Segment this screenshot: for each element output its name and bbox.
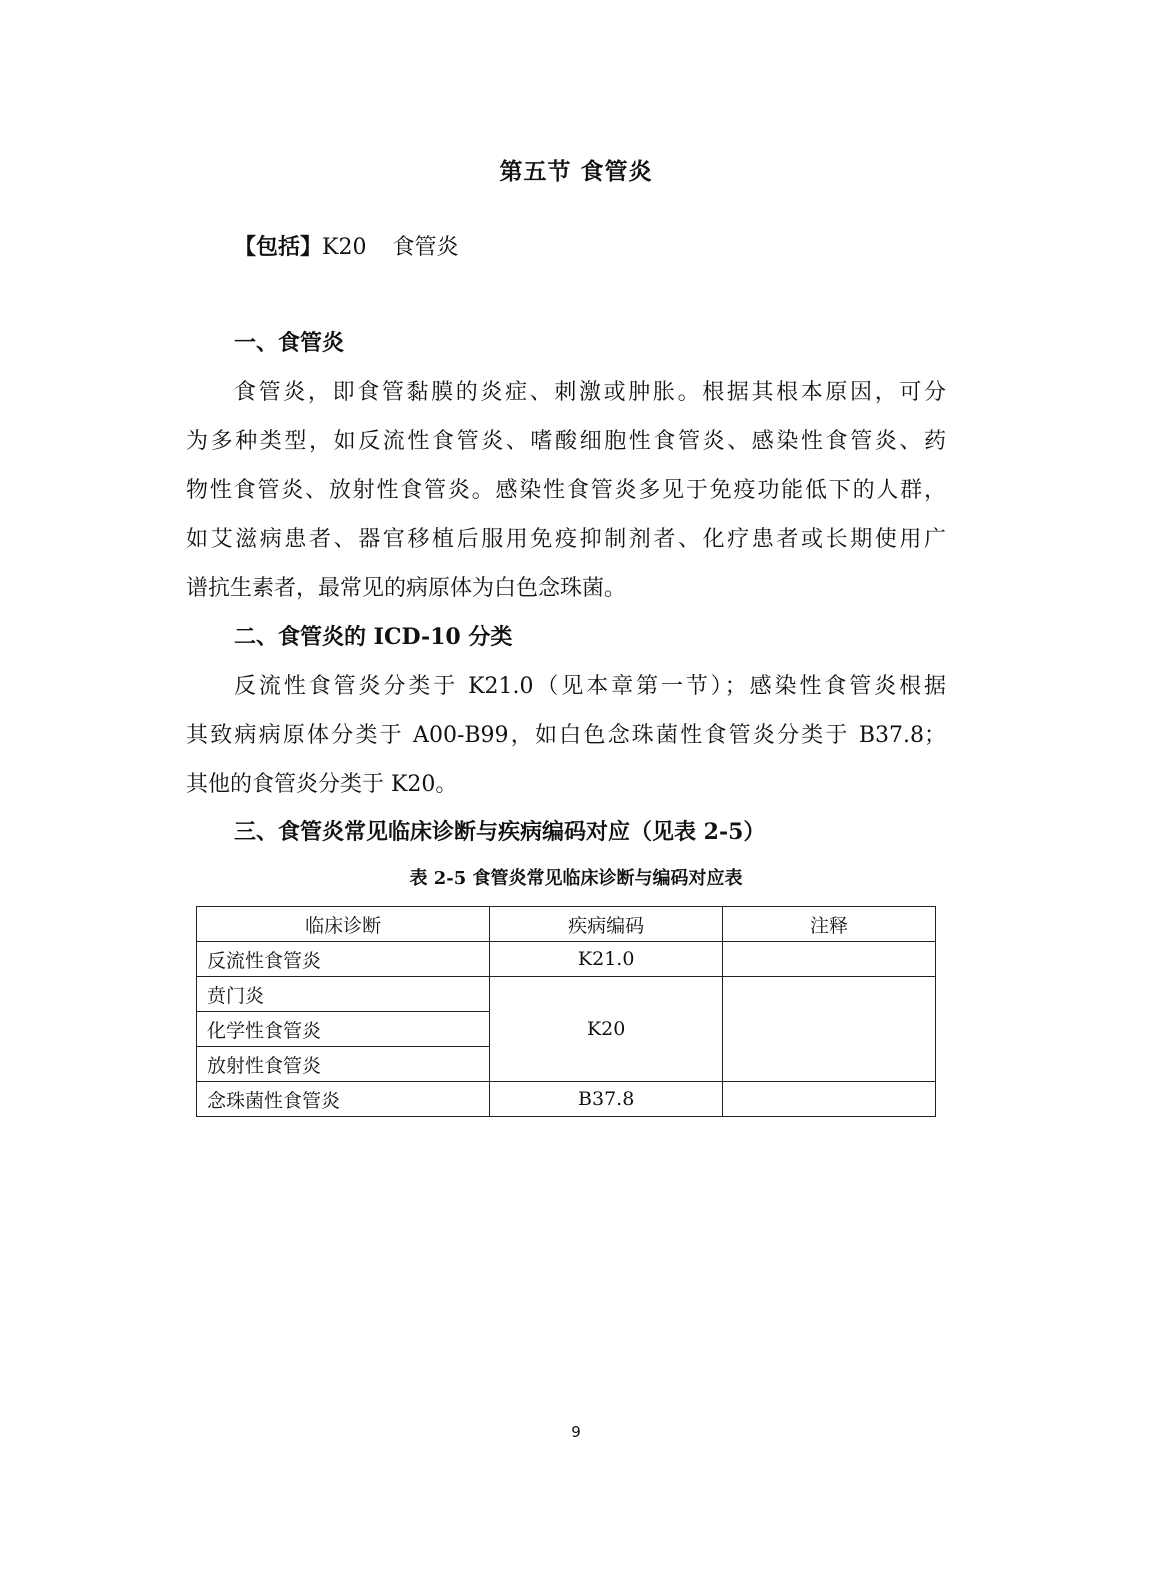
paragraph-line: 谱抗生素者，最常见的病原体为白色念珠菌。: [186, 576, 627, 601]
diagnosis-cell: 贲门炎: [197, 977, 490, 1012]
heading-esophagitis: 一、食管炎: [234, 330, 345, 356]
paragraph-line: 其致病病原体分类于 A00-B99，如白色念珠菌性食管炎分类于 B37.8；: [186, 723, 946, 748]
paragraph-classification: [186, 662, 946, 809]
table-row: [197, 942, 936, 977]
diagnosis-code-table: [196, 906, 936, 1117]
heading-diagnosis-mapping: 三、食管炎常见临床诊断与疾病编码对应（见表 2-5）: [234, 819, 766, 845]
header-diagnosis: 临床诊断: [197, 907, 490, 942]
diagnosis-cell: 念珠菌性食管炎: [197, 1082, 490, 1117]
table-row: [197, 1082, 936, 1117]
note-cell: [723, 1082, 936, 1117]
note-cell: [723, 942, 936, 977]
include-name: 食管炎: [392, 235, 459, 260]
paragraph-definition: [186, 368, 946, 613]
diagnosis-cell: 化学性食管炎: [197, 1012, 490, 1047]
section-title: 第五节 食管炎: [499, 158, 653, 185]
page-number: 9: [571, 1423, 581, 1441]
include-code: K20: [322, 235, 367, 260]
paragraph-line: 反流性食管炎分类于 K21.0（见本章第一节）；感染性食管炎根据: [234, 674, 946, 699]
paragraph-line: 物性食管炎、放射性食管炎。感染性食管炎多见于免疫功能低下的人群，: [186, 478, 946, 503]
paragraph-line: 食管炎，即食管黏膜的炎症、刺激或肿胀。根据其根本原因，可分: [234, 380, 946, 405]
diagnosis-cell: 放射性食管炎: [197, 1047, 490, 1082]
table-header-row: [197, 907, 936, 942]
note-cell: [723, 977, 936, 1082]
code-cell: B37.8: [490, 1082, 723, 1117]
table-row: [197, 977, 936, 1012]
heading-icd-classification: 二、食管炎的 ICD-10 分类: [234, 624, 513, 650]
include-line: [234, 230, 458, 265]
code-cell: K21.0: [490, 942, 723, 977]
include-label: 【包括】: [234, 234, 323, 260]
paragraph-line: 为多种类型，如反流性食管炎、嗜酸细胞性食管炎、感染性食管炎、药: [186, 429, 946, 454]
table-caption: 表 2-5 食管炎常见临床诊断与编码对应表: [409, 868, 743, 889]
paragraph-line: 其他的食管炎分类于 K20。: [186, 772, 458, 797]
header-note: 注释: [723, 907, 936, 942]
header-code: 疾病编码: [490, 907, 723, 942]
diagnosis-cell: 反流性食管炎: [197, 942, 490, 977]
code-cell: K20: [490, 977, 723, 1082]
paragraph-line: 如艾滋病患者、器官移植后服用免疫抑制剂者、化疗患者或长期使用广: [186, 527, 946, 552]
